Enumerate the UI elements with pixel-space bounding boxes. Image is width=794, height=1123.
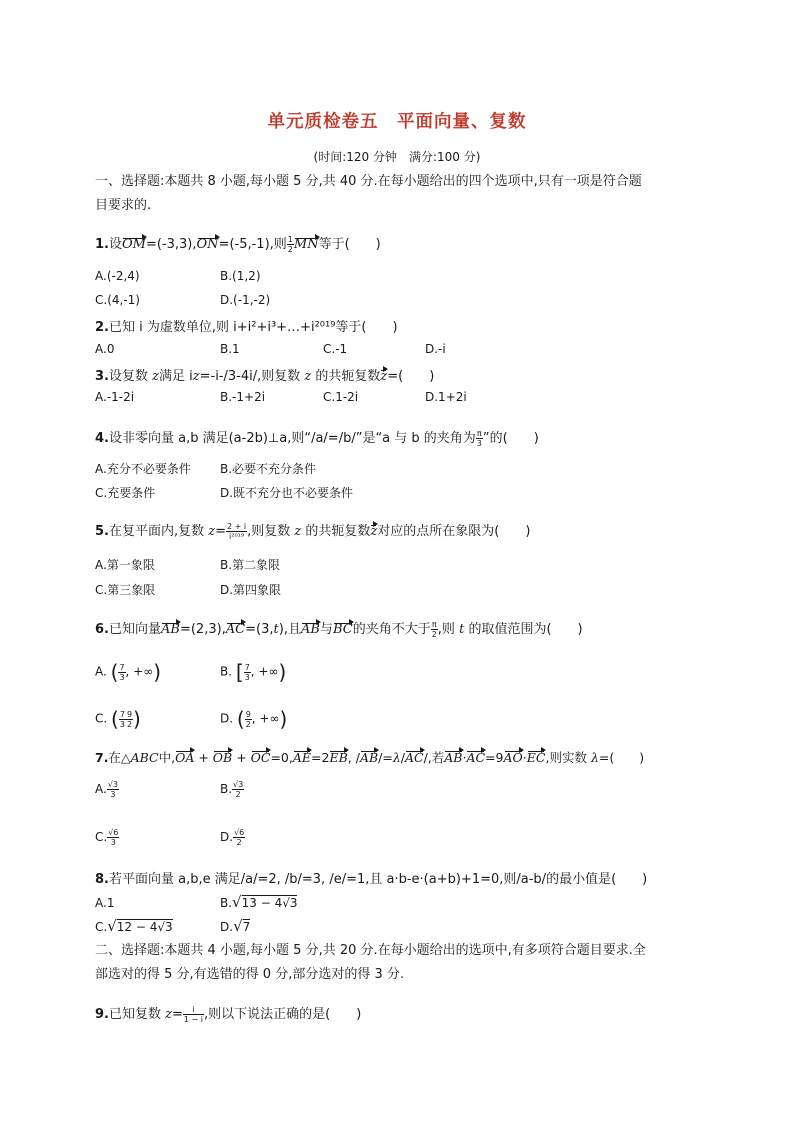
q7-option-c: [95, 828, 119, 847]
fraction: [226, 522, 247, 541]
fraction-pi-2: [431, 620, 438, 639]
vector-eb: EB: [329, 750, 348, 765]
open-bracket: (: [111, 707, 119, 731]
denominator: 3: [119, 672, 125, 682]
q7-option-b: [220, 780, 244, 799]
option-label: D.: [220, 711, 234, 726]
q7-text: 中,: [158, 750, 176, 765]
radicand: 13 − 4√3: [241, 896, 298, 910]
denominator: 2: [245, 719, 251, 729]
q1-option-d: D.(-1,-2): [220, 293, 271, 307]
question-2: [95, 316, 398, 335]
var-z: z: [304, 369, 312, 384]
q4-text: ”的( ): [482, 431, 539, 446]
fraction: [119, 710, 126, 729]
denominator: 2: [431, 630, 437, 639]
close-bracket: ): [133, 707, 141, 731]
option-label: C.: [95, 711, 108, 726]
denominator: 2: [236, 838, 242, 847]
q1-option-b: B.(1,2): [220, 269, 261, 283]
triangle-abc: ABC: [130, 750, 159, 765]
var-z: z: [165, 1007, 172, 1022]
q4-text: 设非零向量 a,b 满足(a-2b)⊥a,则“/a/=/b/”是“a 与 b 的夹角为: [108, 431, 476, 446]
q8-option-c: [95, 917, 173, 935]
q5-text: =: [215, 524, 227, 539]
question-5: [95, 520, 530, 541]
var-z: z: [208, 524, 216, 539]
q2-text: 已知 i 为虚数单位,则 i+i²+i³+…+i²⁰¹⁹等于( ): [108, 320, 398, 335]
q7-text: =9: [485, 750, 504, 765]
numerator: √6: [108, 828, 119, 837]
sqrt-symbol: √: [232, 893, 242, 911]
fraction-root: [107, 780, 119, 799]
numerator: √6: [234, 828, 245, 837]
q6-text: =(2,3),: [179, 622, 226, 637]
q3-option-c: C.1-2i: [323, 390, 359, 404]
section-2-line-2: 部选对的得 5 分,有选错的得 0 分,部分选对的得 3 分.: [95, 967, 405, 982]
denominator: 3: [110, 790, 116, 799]
option-label: A.1: [95, 896, 115, 910]
numerator: √3: [233, 780, 244, 789]
var-z: z: [152, 369, 159, 384]
vector-ec: EC: [526, 750, 546, 765]
fraction: [183, 1005, 204, 1024]
fraction-root: [232, 780, 244, 799]
fraction: [245, 710, 252, 729]
option-label: B.: [220, 782, 233, 796]
var-z: z: [192, 369, 200, 384]
dot-operator: ·: [462, 750, 467, 765]
option-label: C.: [95, 830, 108, 844]
question-number: 4.: [95, 431, 109, 446]
dot-operator: ·: [522, 750, 527, 765]
question-7: [95, 748, 644, 766]
vector-bc: BC: [332, 622, 353, 637]
numerator: 7: [119, 709, 125, 719]
q1-option-a: A.(-2,4): [95, 269, 140, 283]
q7-text: /,若: [423, 750, 445, 765]
q4-option-b: B.必要不充分条件: [220, 462, 317, 476]
option-rest: , +∞: [250, 664, 279, 679]
numerator: √3: [107, 780, 118, 789]
fraction-root: [107, 828, 119, 847]
q5-text: 对应的点所在象限为( ): [377, 524, 531, 539]
q6-text: 的取值范围为( ): [468, 622, 583, 637]
question-3: [95, 365, 434, 384]
plus-sign: +: [194, 750, 213, 765]
q7-text: =( ): [598, 750, 645, 765]
vector-mn: MN: [293, 237, 319, 252]
question-number: 3.: [95, 369, 109, 384]
denominator: 2: [287, 245, 293, 254]
option-label: B.: [220, 896, 233, 910]
page-title: 单元质检卷五 平面向量、复数: [267, 112, 527, 132]
fraction-half: [287, 235, 294, 254]
q2-option-b: B.1: [220, 342, 240, 356]
q6-option-b: [220, 660, 286, 684]
question-9: [95, 1003, 361, 1024]
close-bracket: ): [153, 660, 162, 684]
plus-sign: +: [232, 750, 251, 765]
open-bracket: (: [236, 707, 245, 731]
q6-text: 已知向量: [108, 622, 161, 637]
vector-ob: OB: [212, 750, 233, 765]
fraction: [244, 663, 251, 682]
q3-text: 设复数: [108, 369, 148, 384]
numerator: 1: [287, 235, 293, 244]
denominator: 3: [244, 672, 250, 682]
radicand: 7: [242, 920, 251, 934]
vector-ab: AB: [444, 750, 463, 765]
numerator: i: [183, 1005, 204, 1015]
q8-option-a: [95, 896, 114, 910]
option-label: B.: [220, 664, 233, 679]
q5-option-c: C.第三象限: [95, 583, 156, 597]
q8-option-b: [220, 893, 297, 911]
q2-option-a: A.0: [95, 342, 115, 356]
numerator: π: [476, 429, 482, 438]
var-t: t: [273, 622, 279, 637]
q2-option-d: D.-i: [425, 342, 446, 356]
q7-text: /=: [378, 750, 393, 765]
close-bracket: ): [278, 660, 287, 684]
page-subtitle: (时间:120 分钟 满分:100 分): [313, 150, 481, 164]
vector-ab: AB: [359, 750, 379, 765]
q6-text: 与: [319, 622, 333, 637]
q1-option-c: C.(4,-1): [95, 293, 140, 307]
sqrt-symbol: √: [233, 917, 243, 935]
vector-ao: AO: [503, 750, 523, 765]
q4-option-c: C.充要条件: [95, 486, 156, 500]
q6-text: =(3,: [245, 622, 274, 637]
q6-option-a: [95, 660, 161, 684]
numerator: π: [431, 620, 437, 629]
vector-ac: AC: [225, 622, 246, 637]
q7-option-d: [220, 828, 245, 847]
section-1-line-1: 一、选择题:本题共 8 小题,每小题 5 分,共 40 分.在每小题给出的四个选项中,只有一项是符合题: [95, 174, 642, 189]
denominator: 3: [119, 719, 125, 729]
numerator: 7: [244, 662, 250, 672]
conjugate-z: z: [380, 369, 388, 384]
option-label: D.: [220, 920, 234, 934]
question-6: [95, 618, 583, 639]
q9-text: ,则以下说法正确的是( ): [204, 1007, 362, 1022]
q5-option-d: D.第四象限: [220, 583, 282, 597]
numerator: 7: [119, 662, 125, 672]
var-t: t: [459, 622, 465, 637]
var-lambda: λ: [590, 750, 599, 765]
option-label: C.: [95, 920, 108, 934]
option-label: D.: [220, 830, 234, 844]
q1-text: 设: [108, 237, 122, 252]
q9-text: 已知复数: [108, 1007, 161, 1022]
open-bracket: [: [235, 660, 244, 684]
section-2-heading: [95, 939, 646, 987]
q1-text: 等于( ): [318, 237, 381, 252]
var-lambda: λ: [392, 750, 401, 765]
var-z: z: [294, 524, 302, 539]
option-label: A.: [95, 782, 107, 796]
fraction-root: [233, 828, 245, 847]
section-2-line-1: 二、选择题:本题共 4 小题,每小题 5 分,共 20 分.在每小题给出的选项中,有多项符合题目要求.全: [95, 943, 646, 958]
question-4: [95, 427, 539, 448]
option-rest: , +∞: [125, 664, 154, 679]
q1-text: =(-5,-1),则: [218, 237, 287, 252]
option-label: A.: [95, 664, 107, 679]
numerator: 2 + i: [227, 522, 247, 531]
denominator: 1 − i: [183, 1015, 204, 1024]
q7-text: ,则实数: [545, 750, 587, 765]
vector-ae: AE: [292, 750, 312, 765]
vector-ab: AB: [161, 622, 180, 637]
denominator: i²⁰¹⁹: [229, 532, 245, 541]
q6-text: ,则: [437, 622, 455, 637]
q7-text: 在△: [108, 750, 131, 765]
question-number: 9.: [95, 1007, 109, 1022]
question-number: 8.: [95, 872, 109, 887]
denominator: 2: [235, 790, 241, 799]
vector-oc: OC: [250, 750, 271, 765]
q7-text: =2: [311, 750, 330, 765]
q3-text: 满足 i: [159, 369, 193, 384]
q6-option-c: [95, 707, 141, 731]
question-number: 5.: [95, 524, 109, 539]
q4-option-a: A.充分不必要条件: [95, 462, 191, 476]
open-bracket: (: [110, 660, 119, 684]
q3-text: =( ): [387, 369, 435, 384]
denominator: 3: [476, 439, 482, 448]
vector-ac: AC: [466, 750, 486, 765]
question-number: 1.: [95, 237, 109, 252]
fraction: [126, 710, 133, 729]
q3-text: =-i-/3-4i/,则复数: [199, 369, 301, 384]
section-1-line-2: 目要求的.: [95, 198, 152, 213]
question-8: [95, 868, 647, 887]
question-number: 7.: [95, 750, 109, 765]
conjugate-z: z: [370, 524, 378, 539]
section-1-heading: [95, 170, 642, 218]
denominator: 3: [110, 838, 116, 847]
numerator: 9: [126, 709, 133, 719]
q5-option-b: B.第二象限: [220, 558, 281, 572]
question-number: 2.: [95, 320, 109, 335]
close-bracket: ): [279, 707, 288, 731]
q8-text: 若平面向量 a,b,e 满足/a/=2, /b/=3, /e/=1,且 a·b-e·(a+b)+1=0,则/a-b/的最小值是( ): [108, 872, 648, 887]
numerator: 9: [245, 709, 251, 719]
q3-text: 的共轭复数: [315, 369, 381, 384]
option-rest: , +∞: [251, 711, 280, 726]
q6-text: ),且: [278, 622, 301, 637]
q7-text: /: [400, 750, 405, 765]
question-1: [95, 233, 381, 254]
q5-text: 在复平面内,复数: [108, 524, 205, 539]
question-number: 6.: [95, 622, 109, 637]
q8-option-d: [220, 917, 250, 935]
q4-option-d: D.既不充分也不必要条件: [220, 486, 354, 500]
q6-option-d: [220, 707, 287, 731]
fraction: [118, 663, 125, 682]
q5-option-a: A.第一象限: [95, 558, 155, 572]
q1-text: =(-3,3),: [145, 237, 197, 252]
vector-om: OM: [122, 237, 146, 252]
q9-text: =: [172, 1007, 183, 1022]
denominator: 2: [126, 719, 133, 729]
q6-text: 的夹角不大于: [352, 622, 431, 637]
q5-text: ,则复数: [247, 524, 291, 539]
fraction-pi-3: [476, 429, 483, 448]
q7-option-a: [95, 780, 119, 799]
q5-text: 的共轭复数: [305, 524, 371, 539]
q2-option-c: C.-1: [323, 342, 348, 356]
vector-oa: OA: [175, 750, 195, 765]
vector-on: ON: [196, 237, 219, 252]
q3-option-b: B.-1+2i: [220, 390, 266, 404]
vector-ac: AC: [405, 750, 424, 765]
q7-text: =0,: [270, 750, 293, 765]
vector-ab: AB: [300, 622, 320, 637]
radicand: 12 − 4√3: [116, 920, 173, 934]
sqrt-symbol: √: [107, 917, 117, 935]
q3-option-a: A.-1-2i: [95, 390, 135, 404]
q3-option-d: D.1+2i: [425, 390, 467, 404]
q7-text: , /: [347, 750, 360, 765]
